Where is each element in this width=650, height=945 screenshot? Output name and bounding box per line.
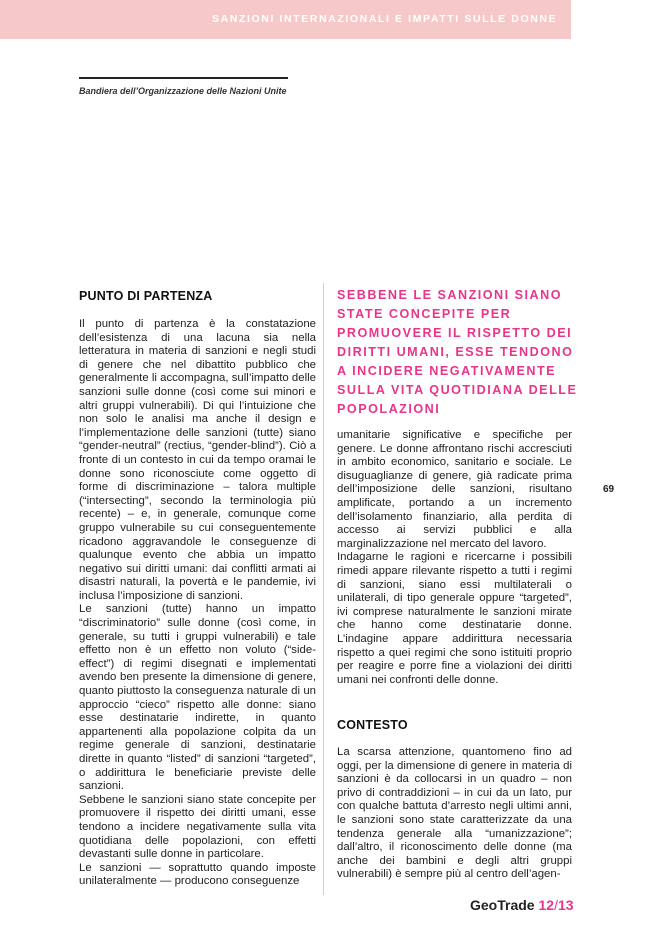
paragraph: Sebbene le sanzioni siano state concepite per promuovere il rispetto dei diritti umani, esse tendono a incidere negativamente sulla vita quotidiana delle popolazioni, con effetti devastanti sulle donne in particolare.: [79, 793, 316, 861]
footer-brand: [470, 897, 574, 913]
right-column-top: [337, 429, 572, 687]
page-number: 69: [603, 484, 615, 495]
paragraph: Il punto di partenza è la constatazione dell’esistenza di una lacuna sia nella letteratura in materia di sanzioni e negli studi di genere che nel dibattito pubblico che generalmente li accompagna, sull’impatto delle sanzioni sulle donne (così come sui minori e altri gruppi vulnerabili). Di qui l’intuizione che non solo le analisi ma anche il design e l’implementazione delle sanzioni (tutte) siano “gender-neutral” (rectius, “gender-blind”). Ciò a fronte di un contesto in cui da tempo oramai le donne sono riconosciute come oggetto di forme di discriminazione – talora multiple (“intersecting”, secondo la terminologia più recente) – e, in generale, comunque come gruppo vulnerabile su cui conseguentemente ricadono aggravandole le conseguenze di qualunque evento che abbia un impatto negativo sui diritti umani: dai conflitti armati ai disastri naturali, la povertà e le pandemie, ivi inclusa l’imposizione di sanzioni.: [79, 318, 316, 602]
issue-total: 13: [557, 897, 574, 913]
image-caption: Bandiera dell’Organizzazione delle Nazioni Unite: [79, 86, 287, 96]
heading-contesto: CONTESTO: [337, 718, 408, 732]
paragraph: Le sanzioni (tutte) hanno un impatto “discriminatorio” sulle donne (così come, in generale, su tutti i gruppi vulnerabili) e tale effetto non è un effetto non voluto (“side-effect”) di regimi disegnati e implementati avendo ben presente la dimensione di genere, quanto piuttosto la conseguenza naturale di un approccio “cieco” rispetto alle donne: siano esse destinatarie indirette, in quanto appartenenti alla popolazione colpita da un regime generale di sanzioni, destinatarie dirette in quanto “listed” di sanzioni “targeted”, o addirittura le beneficiarie previste delle sanzioni.: [79, 603, 316, 793]
brand-name: GeoTrade: [470, 897, 535, 913]
section-title: SANZIONI INTERNAZIONALI E IMPATTI SULLE DONNE: [212, 13, 558, 25]
section-header-bar: [0, 0, 571, 39]
column-divider: [323, 283, 324, 895]
caption-rule: [79, 77, 288, 79]
paragraph: Le sanzioni — soprattutto quando imposte unilateralmente — producono conseguenze: [79, 861, 316, 888]
paragraph: umanitarie significative e specifiche per genere. Le donne affrontano rischi accresciuti in ambito economico, sanitario e sociale. Le disuguaglianze di genere, già radicate prima dell’imposizione delle sanzioni, risultano amplificate, portando a un incremento dell’isolamento finanziario, alla perdita di accesso ai servizi pubblici e alla marginalizzazione nel mercato del lavoro.: [337, 429, 572, 550]
paragraph: La scarsa attenzione, quantomeno fino ad oggi, per la dimensione di genere in materia di sanzioni è da collocarsi in un quadro – non privo di contraddizioni – in cui da un lato, pur con qualche battuta d’arresto negli ultimi anni, le sanzioni sono state caratterizzate da una tendenza generale alla “umanizzazione”; dall’altro, il riconoscimento delle donne (ma anche dei bambini e degli altri gruppi vulnerabili) è sempre più al centro dell’agen-: [337, 746, 572, 881]
right-column-bottom: [337, 746, 572, 882]
issue-separator: /: [554, 897, 558, 913]
issue-number: 12: [538, 897, 555, 913]
left-column: [79, 318, 316, 889]
paragraph: Indagarne le ragioni e ricercarne i possibili rimedi appare rilevante rispetto a tutti i regimi di sanzioni, siano essi multilaterali o unilaterali, di tipo generale oppure “targeted”, ivi comprese naturalmente le sanzioni mirate che hanno come destinatarie donne. L’indagine appare addirittura necessaria rispetto a quei regimi che sono istituiti proprio per reagire e porre fine a violazioni dei diritti umani nei confronti delle donne.: [337, 551, 572, 686]
heading-punto-di-partenza: PUNTO DI PARTENZA: [79, 289, 213, 303]
pull-quote: SEBBENE LE SANZIONI SIANO STATE CONCEPITE PER PROMUOVERE IL RISPETTO DEI DIRITTI UMANI, ESSE TENDONO A INCIDERE NEGATIVAMENTE SULLA VITA QUOTIDIANA DELLE POPOLAZIONI: [337, 288, 578, 416]
